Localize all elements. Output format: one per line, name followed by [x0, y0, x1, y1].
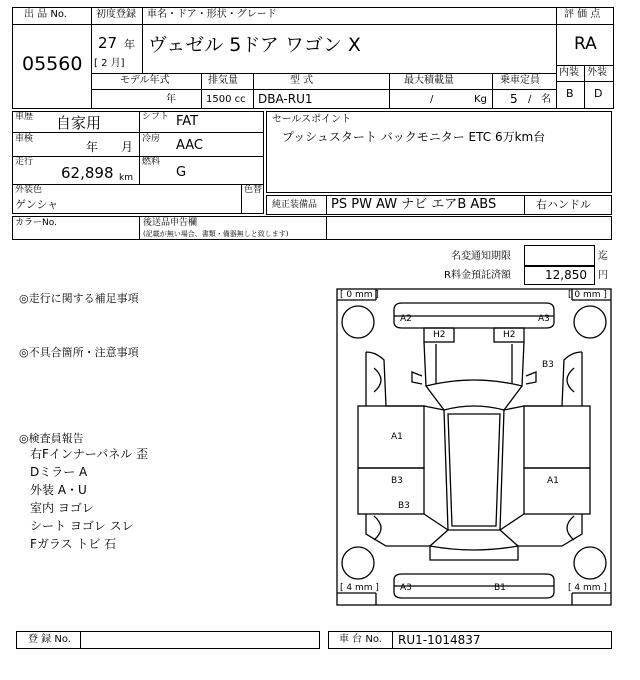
model-code: DBA-RU1 — [258, 92, 313, 106]
equipment-value: PS PW AW ナビ エアB ABS — [331, 197, 497, 212]
mark-front-door-left: A1 — [391, 432, 403, 442]
color-no-box — [12, 216, 612, 240]
aftermarket-label: 後送品申告欄 — [143, 218, 198, 228]
driving-notes-title: ◎走行に関する補足事項 — [19, 292, 139, 305]
inspection-year-unit: 年 — [86, 140, 99, 154]
mark-rear-bumper-left: A3 — [400, 583, 412, 593]
car-name: ヴェゼル 5ドア ワゴン X — [148, 34, 361, 56]
model-year-label: モデル年式 — [120, 75, 170, 86]
inspection-label: 車検 — [15, 134, 34, 144]
first-reg-year-unit: 年 — [124, 38, 135, 51]
max-load-label: 最大積載量 — [404, 75, 454, 86]
inspector-line: 右Fインナーパネル 歪 — [30, 447, 149, 461]
ac-value: AAC — [176, 138, 203, 153]
tire-rear-right: [ 4 mm ] — [568, 583, 607, 593]
mark-rear-door-left: B3 — [391, 476, 403, 486]
model-label: 型 式 — [290, 75, 314, 86]
score-label: 評 価 点 — [564, 9, 601, 20]
name-change-unit: 迄 — [598, 251, 608, 262]
car-name-label: 車名・ドア・形状・グレード — [147, 9, 277, 20]
exterior-grade: D — [594, 87, 603, 100]
inspector-line: シート ヨゴレ スレ — [30, 519, 134, 533]
shift-value: FAT — [176, 114, 199, 129]
capacity-sep: / — [528, 94, 532, 105]
capacity-unit: 名 — [541, 94, 551, 105]
tire-front-right: [ 0 mm ] — [568, 290, 607, 300]
color-label: 外装色 — [15, 185, 43, 195]
lot-label: 出 品 No. — [24, 9, 67, 20]
steering-value: 右ハンドル — [536, 198, 591, 211]
mark-headlight-left: H2 — [433, 330, 446, 340]
aftermarket-note: (記載が無い場合、書類・備器無しと致します) — [143, 230, 289, 238]
inspector-line: 外装 A・U — [30, 483, 87, 497]
inspector-line: Fガラス トビ 石 — [30, 537, 117, 551]
tire-front-left: [ 0 mm ] — [340, 290, 379, 300]
recycle-amount: 12,850 — [545, 268, 587, 282]
displacement-value: 1500 cc — [206, 94, 246, 105]
mark-rear-door-right: A1 — [547, 476, 559, 486]
capacity-label: 乗車定員 — [500, 75, 540, 86]
mark-rear-fender-left: B3 — [398, 501, 410, 511]
first-reg-month: [ 2 月] — [94, 58, 125, 69]
ac-label: 冷房 — [142, 134, 161, 144]
car-diagram-svg — [336, 288, 612, 606]
name-change-label: 名変通知期限 — [451, 251, 511, 262]
inspector-line: Dミラー A — [30, 465, 88, 479]
recycle-unit: 円 — [598, 270, 608, 281]
max-load-unit: Kg — [474, 94, 487, 105]
color-no-label: カラーNo. — [15, 218, 57, 228]
mileage-value: 62,898 — [61, 164, 114, 182]
recycle-label: R料金預託済額 — [444, 270, 511, 281]
lot-number: 05560 — [22, 53, 83, 75]
color-change-label: 色替 — [244, 185, 263, 195]
mileage-unit: km — [119, 173, 133, 183]
tire-rear-left: [ 4 mm ] — [340, 583, 379, 593]
name-change-box — [524, 245, 595, 266]
max-load-value: / — [430, 94, 434, 105]
first-reg-label: 初度登録 — [96, 9, 136, 20]
sales-point-label: セールスポイント — [272, 114, 352, 125]
color-value: ゲンシャ — [15, 198, 59, 211]
interior-grade: B — [566, 87, 574, 100]
inspector-line: 室内 ヨゴレ — [30, 501, 94, 515]
mileage-label: 走行 — [15, 157, 34, 167]
chassis-no-label: 車 台 No. — [339, 634, 382, 645]
mark-headlight-right: H2 — [503, 330, 516, 340]
equipment-label: 純正装備品 — [272, 200, 318, 210]
capacity-value: 5 — [510, 92, 518, 106]
sales-point-text: プッシュスタート バックモニター ETC 6万km台 — [282, 130, 546, 144]
mark-front-fender-right: B3 — [542, 360, 554, 370]
exterior-label: 外装 — [587, 67, 607, 78]
history-label: 車歴 — [15, 112, 34, 122]
chassis-no-value: RU1-1014837 — [398, 633, 481, 647]
model-year-unit: 年 — [166, 94, 176, 105]
score-value: RA — [574, 34, 597, 54]
interior-label: 内装 — [559, 67, 579, 78]
shift-label: シフト — [142, 112, 170, 122]
mark-front-bumper-left: A2 — [400, 314, 412, 324]
fuel-value: G — [176, 165, 187, 180]
defects-notes-title: ◎不具合箇所・注意事項 — [19, 346, 139, 359]
reg-no-label: 登 録 No. — [28, 634, 71, 645]
mark-front-bumper-right: A3 — [538, 314, 550, 324]
first-reg-year: 27 — [98, 34, 118, 52]
inspection-month-unit: 月 — [121, 140, 134, 154]
mark-rear-bumper-center: B1 — [494, 583, 506, 593]
fuel-label: 燃料 — [142, 157, 161, 167]
history-value: 自家用 — [56, 114, 102, 132]
inspector-report-title: ◎検査員報告 — [19, 432, 84, 445]
car-diagram — [336, 288, 612, 606]
displacement-label: 排気量 — [208, 75, 238, 86]
